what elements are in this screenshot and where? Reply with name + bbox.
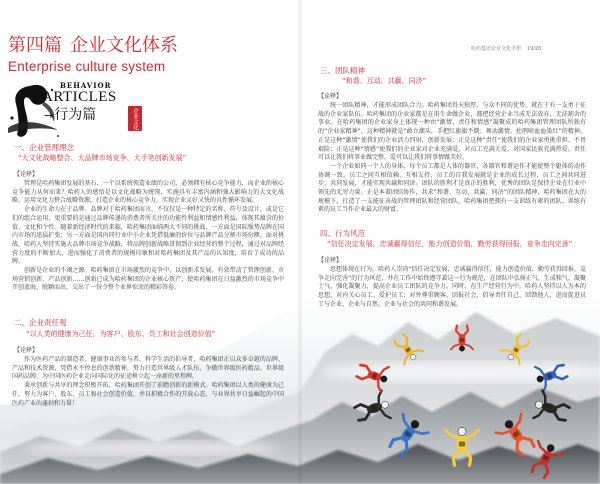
section-heading: 三、团队精神 <box>320 66 365 75</box>
skydiver-helmet <box>459 346 464 351</box>
section-heading: 一、企业管理理念 <box>14 143 74 152</box>
red-seal-stamp: 企业文化 <box>128 106 142 131</box>
section-body <box>318 266 586 310</box>
arrow-right-icon: → <box>44 109 54 122</box>
english-title: Enterprise culture system <box>8 59 166 74</box>
section-body <box>12 180 284 293</box>
body-paragraph: 思想体现在行为。哈药人崇尚“信任决定发展，忠诚赢得信任，能力创造价值，勤劳获得回报，竞争走向完善”的行为风范，并在工作中始终遵守着这一行为规范，在团队中弘扬正气，生成和气，凝聚士气，强化凝聚力，提高企业员工团队的竞争力。同时，在生产经营行为中，哈药人坚持以人为本的思想，对内关心员工、爱护员工；对外尊重顾客、回报社会，倡导责任自己、回馈他人，进而促进员工与企业、企业与自然、企业与社会的共同和谐发展。 <box>318 266 586 308</box>
page-number: 19/20 <box>527 46 542 52</box>
body-paragraph: 统一团队精神，才能形成团队合力。哈药集团得天独厚、与众不同的优势，就在于有一支勇于征战的企业家队伍。哈药集团的企业家都是在用生命做企业，都把经营企业当成无法放弃、无法割舍的事业。在哈药集团的企业家身上体现一种由“激情、责任和情感”凝聚成的哈药集团管理团队所独有的“企业家精神”，这种精神就是“敢立潮头，手把红旗旗不倒；舞动激情，杜鹃啼血血染红”的精神。正是这种“激情”使我们的企业活力四射，创新发展；正是这种“责任”使我们的企业家勇挑重担、不畏艰险；正是这种“情感”使我们的企业家对企业充满爱，对员工充满关爱，对国家民族充满热爱。责任可以让我们将事业做完整，爱可以让我们将事情做美好。 <box>318 102 586 162</box>
chapter-title: 企业文化体系 <box>70 35 178 56</box>
chapter-label: 第四篇 <box>8 35 62 56</box>
page-title <box>8 36 178 56</box>
interpretation-label: 【诠释】 <box>14 171 39 178</box>
interpretation-label: 【诠释】 <box>318 257 343 264</box>
articles-word: ARTICLES <box>42 89 117 105</box>
center-fold <box>297 0 303 484</box>
body-paragraph: 企业的生命力在于品牌。品牌对于哈药集团而言，不仅仅是一种特定的名称、符号及设计，或是它们的组合运用，更重要的是通过品牌传递的消费者所关注的功能性利益和情感性利益，体现其蕴含的价值、文化和个性。随着新经济时代的来临，哈药集团面临两大不同的挑战，一方面是国际强势品牌在国内市场的迅猛扩张；另一方面是国内同行业中小企业凭借低廉的价位与品牌产品分割市场份额。面对挑战，哈药人坚持实施大品牌市场竞争战略，将品牌创新战略贯彻到企业经营的整个过程，通过对品牌经营力度的不断加大，进而强化了消费者的规模印象和对哈药集团及其产品的认知度，培育了成功的品牌。 <box>12 206 284 266</box>
section-motto: “以人类的健康为己任，为客户、股东、员工和社会创造价值” <box>26 330 216 338</box>
body-paragraph: 秉承创新与共享的理念积极开拓，哈药集团开创了前瞻创新的新模式。哈药集团以人类的健康为己任，努力为客户、股东、员工和社会创造价值，并以积极合作的开放心态，与业界共享日益崛起的中国医药产业的蓬勃和力量！ <box>12 382 284 407</box>
body-paragraph: 创新是企业的不竭之源。哈药集团在市场激烈的竞争中，以创新求发展，有效带动了管理创新、市场营销创新、产品创新……创新已成为哈药集团的企业核心资产，使哈药集团在日益激烈的市场竞争中开创蓝海，脱颖而出，交出了一份令整个业界惊羡的精彩答卷。 <box>12 267 284 292</box>
section-motto: “大文化战略整合、大品牌市场竞争、大手笔创新发展” <box>18 154 187 162</box>
behavior-subtitle-text: 行为篇 <box>54 107 97 123</box>
section-heading: 四、行为风范 <box>320 229 365 238</box>
body-paragraph: 管理是哈药集团发展的基石，一个以系统领造业绩的公司，必须拥有核心竞争能力，而企业的核心竞争能力从何而来？哈药人的感悟是以文化战略为统领，实施具有丰富内涵和强大影响力的大文化战略，运用文化力整合战略资源，打造企业的核心竞争力，实现企业又好又快的良性循环发展。 <box>12 180 284 205</box>
body-paragraph: 一个企业如同一个人的身体，每个员工都是人体的器官，各器官和谐运作才能使整个躯体的动作协调一致。员工之间互相信赖、互相支持，员工的自我发展就是企业的成长过程，员工之间共同进步、共同发展，才能实现共赢和同济。团队的胜利才是真正的胜利，优秀的团队是保持企业在行业中领先的无穷力量。正是本着团结协作，共求“和谐、互动、共赢、同济”的团队精神，哈药集团在大的规模下，打造了一支能征善战的管理团队和经营团队。哈药集团把拥有一支训练有素的团队、训练有素的员工当作企业最大的财富。 <box>318 162 586 214</box>
behavior-subtitle <box>44 107 96 124</box>
section-body <box>318 102 586 215</box>
ink-drop <box>57 135 59 137</box>
body-paragraph: 作为医药产品的制造者、健康事业的参与者、科学生活的倡导者，哈药集团正以众多卓越的品牌、产品和技术资源，凭借永不停息的创新精神，努力打造世界级人才队伍，争做世界级医药精品、世界级国药品牌，为中国医药企业走向国际化的征途树立起一座新的里程碑。 <box>12 356 284 381</box>
behavior-word: BEHAVIOR <box>60 81 112 90</box>
interpretation-label: 【诠释】 <box>318 93 343 100</box>
section-motto: “和谐、互动、共赢、同济” <box>342 77 427 85</box>
interpretation-label: 【诠释】 <box>14 347 39 354</box>
ink-drop <box>10 116 13 119</box>
skydiver-pack <box>460 338 464 341</box>
section-motto: “信任决定发展，忠诚赢得信任，能力创造价值，勤劳获得回报，竞争走向完善” <box>327 240 573 248</box>
skydiver-pack <box>459 442 465 447</box>
section-body <box>12 356 284 408</box>
mist-band <box>20 441 280 455</box>
section-heading: 二、企业责任观 <box>14 318 67 327</box>
running-header <box>471 46 541 52</box>
manual-title: 哈药集团企业文化手册 <box>471 46 522 52</box>
skydiver-helmet <box>458 428 466 436</box>
